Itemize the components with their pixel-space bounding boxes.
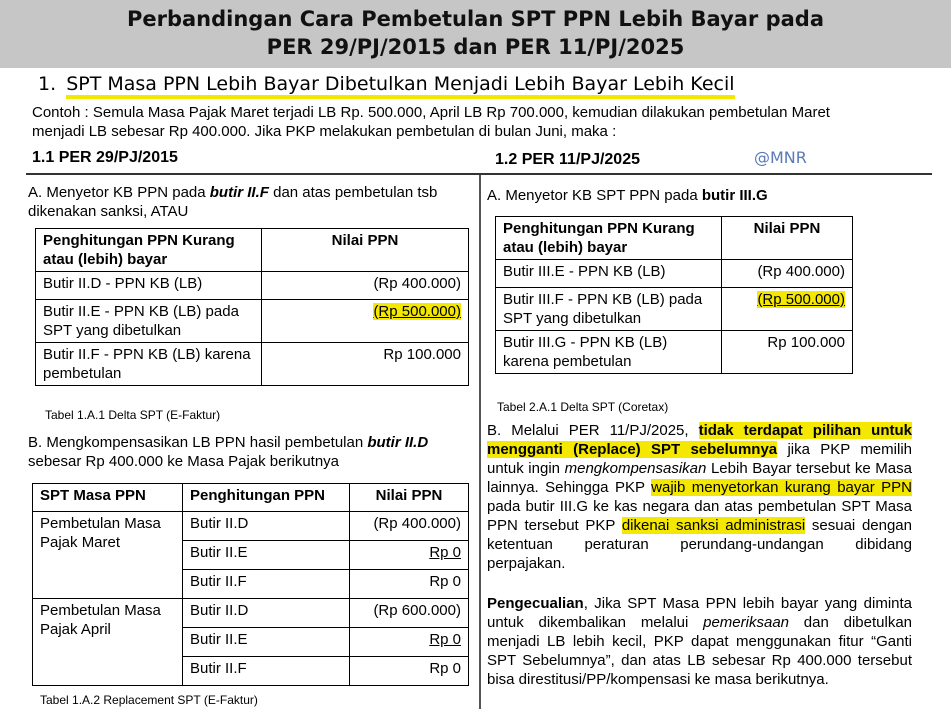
col-header-nilai: Nilai PPN (722, 217, 853, 260)
left-table-delta (35, 228, 469, 386)
highlighted-value: (Rp 500.000) (373, 303, 461, 320)
right-table-delta (495, 216, 853, 374)
row-value: (Rp 600.000) (350, 599, 469, 628)
table-row (496, 288, 853, 331)
row-label: Butir III.E - PPN KB (LB) (496, 260, 722, 288)
right-a-bold: butir III.G (701, 187, 768, 204)
table-row (36, 343, 469, 386)
left-option-b-text (28, 433, 473, 471)
b-highlight-setor: wajib menyetorkan kurang bayar PPN (651, 479, 912, 496)
row-value (722, 288, 853, 331)
left-table1-caption: Tabel 1.A.1 Delta SPT (E-Faktur) (45, 408, 221, 422)
row-label: Butir III.F - PPN KB (LB) pada SPT yang dibetulkan (496, 288, 722, 331)
exception-part-4: dan dibetulkan menjadi LB lebih kecil, PKP dapat menggunakan fitur “Ganti SPT Sebelumnya”, dan atas LB sebesar Rp 400.000 tersebut bisa direstitusi/PP/kompensasi ke masa berikutnya. (487, 614, 913, 688)
table-header-row (496, 217, 853, 260)
section-label: SPT Masa PPN Lebih Bayar Dibetulkan Menjadi Lebih Bayar Lebih Kecil (66, 73, 734, 99)
left-b-post: sebesar Rp 400.000 ke Masa Pajak berikutnya (28, 453, 340, 470)
b-italic-kompensasi: mengkompensasikan (564, 460, 707, 477)
row-value: Rp 100.000 (722, 331, 853, 374)
left-a-emphasis: butir II.F (209, 184, 269, 201)
col-header-nilai: Nilai PPN (262, 229, 469, 272)
table-header-row (36, 229, 469, 272)
table-row (496, 260, 853, 288)
row-value: Rp 100.000 (262, 343, 469, 386)
b-part-9: sesuai dengan ketentuan peraturan perundang-undangan dibidang perpajakan. (487, 517, 912, 572)
b-part-3: jika PKP memilih untuk ingin (487, 441, 912, 477)
col-header-penghitungan: Penghitungan PPN (183, 484, 350, 512)
right-exception-text (487, 594, 912, 689)
row-label: Butir II.F (183, 570, 350, 599)
vertical-divider (479, 175, 481, 709)
row-label: Butir II.E (183, 541, 350, 570)
right-table-caption: Tabel 2.A.1 Delta SPT (Coretax) (497, 400, 669, 414)
row-value: Rp 0 (350, 570, 469, 599)
example-line-1: Contoh : Semula Masa Pajak Maret terjadi LB Rp. 500.000, April LB Rp 700.000, kemudian dilakukan pembetulan Maret (32, 104, 830, 121)
group-label-maret: Pembetulan Masa Pajak Maret (33, 512, 183, 599)
row-label: Butir II.F - PPN KB (LB) karena pembetulan (36, 343, 262, 386)
row-label: Butir II.E - PPN KB (LB) pada SPT yang dibetulkan (36, 300, 262, 343)
row-value (350, 628, 469, 657)
left-table2-caption: Tabel 1.A.2 Replacement SPT (E-Faktur) (40, 693, 258, 707)
exception-label: Pengecualian (487, 595, 584, 612)
row-value: (Rp 400.000) (350, 512, 469, 541)
b-part-1: B. Melalui PER 11/PJ/2025, (487, 422, 699, 439)
section-title (38, 70, 735, 98)
row-label: Butir III.G - PPN KB (LB) karena pembetulan (496, 331, 722, 374)
b-part-5: Lebih Bayar tersebut ke Masa lainnya. Sehingga PKP (487, 460, 912, 496)
left-a-post: dan atas pembetulan tsb dikenakan sanksi, ATAU (28, 184, 438, 220)
row-label: Butir II.F (183, 657, 350, 686)
right-option-a-text (487, 186, 912, 205)
col-header-spt: SPT Masa PPN (33, 484, 183, 512)
table-row (496, 331, 853, 374)
left-table-replacement (32, 483, 469, 686)
b-part-7: pada butir III.G ke kas negara dan atas pembetulan SPT Masa PPN tersebut PKP (487, 498, 912, 534)
table-header-row (33, 484, 469, 512)
right-option-b-text (487, 421, 912, 573)
title-line-1: Perbandingan Cara Pembetulan SPT PPN Lebih Bayar pada (126, 7, 825, 31)
exception-part-2: , Jika SPT Masa PPN lebih bayar yang diminta untuk dikembalikan melalui (487, 595, 912, 631)
b-highlight-replace: tidak terdapat pilihan untuk mengganti (Replace) SPT sebelumnya (487, 422, 912, 458)
example-text (32, 103, 922, 141)
title-line-2: PER 29/PJ/2015 dan PER 11/PJ/2025 (266, 35, 685, 59)
highlighted-value: (Rp 500.000) (757, 291, 845, 308)
underlined-value: Rp 0 (429, 544, 461, 561)
left-b-pre: B. Mengkompensasikan LB PPN hasil pembetulan (28, 434, 368, 451)
group-label-april: Pembetulan Masa Pajak April (33, 599, 183, 686)
row-label: Butir II.E (183, 628, 350, 657)
table-row (36, 272, 469, 300)
example-line-2: menjadi LB sebesar Rp 400.000. Jika PKP melakukan pembetulan di bulan Juni, maka : (32, 123, 617, 140)
right-a-pre: A. Menyetor KB SPT PPN pada (487, 187, 702, 204)
left-a-pre: A. Menyetor KB PPN pada (28, 184, 210, 201)
title-banner (0, 0, 951, 68)
row-value: (Rp 400.000) (262, 272, 469, 300)
col-header-penghitungan: Penghitungan PPN Kurang atau (lebih) bayar (36, 229, 262, 272)
row-value: (Rp 400.000) (722, 260, 853, 288)
table-row (33, 599, 469, 628)
watermark-text: @MNR (754, 148, 807, 167)
row-label: Butir II.D (183, 512, 350, 541)
row-value (350, 541, 469, 570)
left-option-a-text (28, 183, 473, 221)
left-heading: 1.1 PER 29/PJ/2015 (32, 149, 178, 166)
table-row (36, 300, 469, 343)
row-label: Butir II.D (183, 599, 350, 628)
section-number: 1. (38, 73, 57, 95)
table-row (33, 512, 469, 541)
row-label: Butir II.D - PPN KB (LB) (36, 272, 262, 300)
exception-italic: pemeriksaan (703, 614, 790, 631)
right-heading: 1.2 PER 11/PJ/2025 (495, 151, 640, 168)
left-b-emphasis: butir II.D (367, 434, 429, 451)
col-header-penghitungan: Penghitungan PPN Kurang atau (lebih) bayar (496, 217, 722, 260)
b-highlight-sanksi: dikenai sanksi administrasi (621, 517, 806, 534)
row-value (262, 300, 469, 343)
col-header-nilai: Nilai PPN (350, 484, 469, 512)
row-value: Rp 0 (350, 657, 469, 686)
underlined-value: Rp 0 (429, 631, 461, 648)
